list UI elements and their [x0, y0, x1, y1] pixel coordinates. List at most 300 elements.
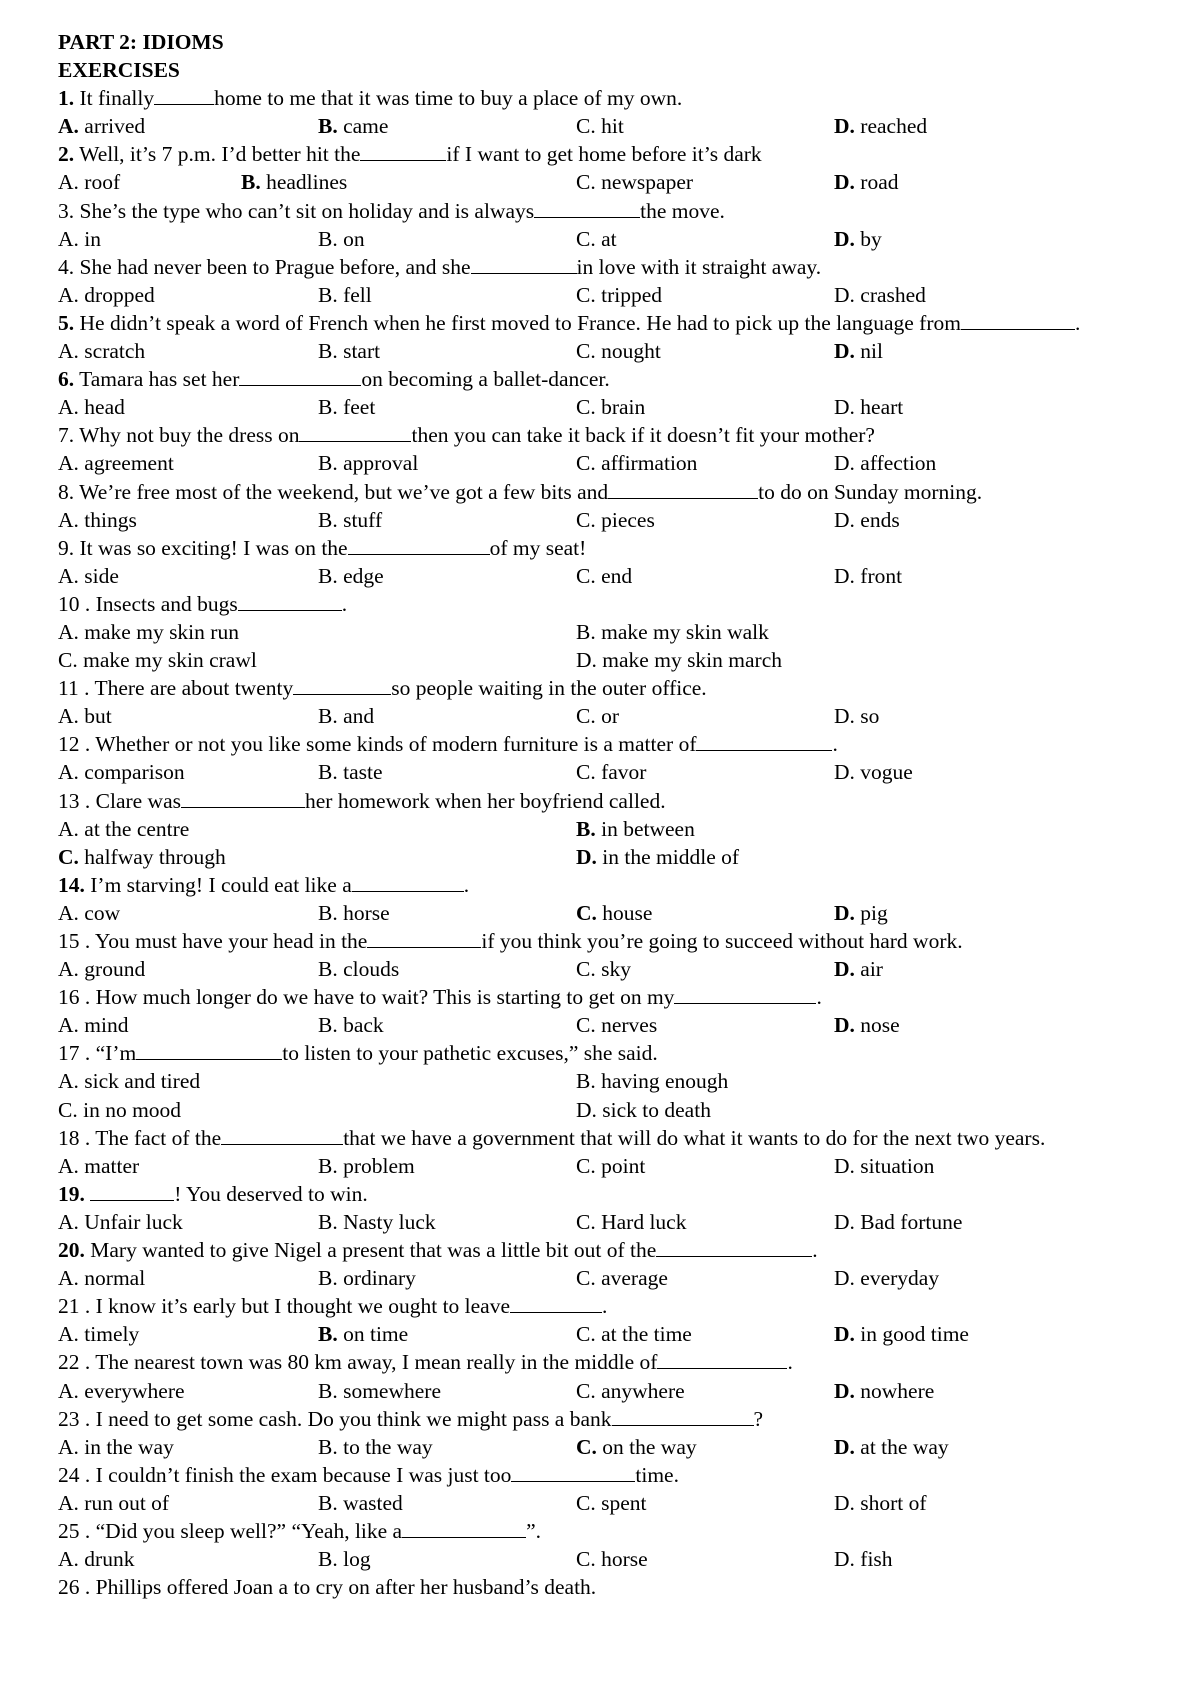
- option-letter: B.: [318, 226, 338, 251]
- options-row: [58, 758, 1150, 786]
- answer-option[interactable]: [58, 562, 119, 590]
- option-letter: A.: [58, 507, 79, 532]
- option-letter: B.: [318, 507, 338, 532]
- option-letter: C.: [58, 844, 79, 869]
- option-letter: C.: [576, 282, 596, 307]
- option-text: but: [84, 704, 112, 729]
- answer-blank[interactable]: [293, 675, 391, 695]
- option-text: end: [601, 563, 633, 588]
- option-text: back: [343, 1013, 384, 1038]
- answer-option[interactable]: [318, 449, 418, 477]
- answer-option[interactable]: [834, 1208, 962, 1236]
- answer-option[interactable]: [576, 1489, 646, 1517]
- answer-option[interactable]: [58, 1152, 139, 1180]
- question-number: 5.: [58, 310, 75, 335]
- answer-option[interactable]: [576, 1096, 711, 1124]
- answer-option[interactable]: [576, 337, 661, 365]
- answer-option[interactable]: [58, 1433, 174, 1461]
- answer-option[interactable]: [834, 758, 913, 786]
- answer-option[interactable]: [834, 955, 883, 983]
- option-letter: C.: [576, 957, 596, 982]
- answer-blank[interactable]: [612, 1406, 754, 1426]
- option-text: at the time: [601, 1322, 692, 1347]
- question-text: Well, it’s 7 p.m. I’d better hit the: [79, 142, 361, 167]
- option-text: on the way: [602, 1434, 697, 1459]
- question-text: . The fact of the: [84, 1125, 222, 1150]
- question-stem: [58, 871, 1150, 899]
- question-number: 23: [58, 1406, 80, 1431]
- answer-option[interactable]: [58, 955, 145, 983]
- option-letter: B.: [576, 1069, 596, 1094]
- answer-option[interactable]: [318, 702, 374, 730]
- answer-blank[interactable]: [471, 254, 577, 274]
- option-letter: D.: [834, 563, 855, 588]
- question-stem: [58, 730, 1150, 758]
- answer-option[interactable]: [318, 1377, 441, 1405]
- question-stem: [58, 1461, 1150, 1489]
- answer-blank[interactable]: [674, 984, 816, 1004]
- question-stem: [58, 84, 1150, 112]
- question-text: . Whether or not you like some kinds of modern furniture is a matter of: [84, 732, 697, 757]
- answer-option[interactable]: [58, 449, 174, 477]
- question-stem: [58, 197, 1150, 225]
- option-text: everyday: [860, 1266, 940, 1291]
- answer-blank[interactable]: [656, 1237, 812, 1257]
- question-text: She had never been to Prague before, and she: [79, 254, 471, 279]
- answer-option[interactable]: [318, 1264, 416, 1292]
- option-letter: A.: [58, 114, 79, 139]
- answer-option[interactable]: [58, 899, 120, 927]
- answer-option[interactable]: [241, 168, 347, 196]
- answer-option[interactable]: [576, 225, 617, 253]
- answer-option[interactable]: [58, 393, 125, 421]
- question-text-after: .: [602, 1294, 608, 1319]
- answer-blank[interactable]: [181, 788, 305, 808]
- answer-option[interactable]: [318, 1545, 371, 1573]
- option-text: ground: [84, 957, 146, 982]
- answer-option[interactable]: [58, 1377, 185, 1405]
- answer-option[interactable]: [834, 1377, 934, 1405]
- answer-option[interactable]: [576, 393, 645, 421]
- answer-option[interactable]: [318, 1489, 403, 1517]
- option-letter: A.: [58, 900, 79, 925]
- answer-option[interactable]: [834, 112, 927, 140]
- option-letter: D.: [834, 957, 855, 982]
- question-stem: [58, 140, 1150, 168]
- option-letter: D.: [576, 1097, 597, 1122]
- question-number: 15: [58, 929, 80, 953]
- option-letter: C.: [576, 1013, 596, 1038]
- question-stem: [58, 1039, 1150, 1067]
- option-letter: B.: [318, 1378, 338, 1403]
- option-letter: C.: [576, 760, 596, 785]
- option-text: scratch: [84, 339, 146, 364]
- question-number: 3.: [58, 198, 75, 223]
- question-number: 22: [58, 1350, 80, 1375]
- answer-option[interactable]: [576, 618, 769, 646]
- question-stem: [58, 1405, 1150, 1433]
- option-letter: A.: [58, 1322, 79, 1347]
- answer-blank[interactable]: [90, 1181, 174, 1201]
- question-text: Why not buy the dress on: [79, 423, 300, 448]
- answer-option[interactable]: [576, 955, 631, 983]
- question-stem: [58, 674, 1150, 702]
- option-letter: B.: [318, 282, 338, 307]
- answer-option[interactable]: [318, 899, 390, 927]
- answer-option[interactable]: [58, 168, 120, 196]
- question-stem: [58, 590, 1150, 618]
- option-text: stuff: [343, 507, 383, 532]
- answer-option[interactable]: [318, 955, 399, 983]
- part-heading: PART 2: IDIOMS: [58, 30, 224, 54]
- answer-option[interactable]: [58, 1545, 134, 1573]
- answer-option[interactable]: [834, 1433, 949, 1461]
- question-text: It was so exciting! I was on the: [79, 535, 348, 560]
- answer-option[interactable]: [318, 337, 380, 365]
- answer-option[interactable]: [318, 506, 382, 534]
- options-row: [58, 1067, 1150, 1095]
- answer-option[interactable]: [318, 393, 375, 421]
- option-letter: C.: [576, 704, 596, 729]
- answer-blank[interactable]: [961, 310, 1075, 330]
- option-letter: B.: [318, 114, 338, 139]
- option-letter: A.: [58, 704, 79, 729]
- option-letter: D.: [834, 114, 855, 139]
- option-letter: C.: [576, 1153, 596, 1178]
- answer-blank[interactable]: [221, 1125, 343, 1145]
- answer-option[interactable]: [576, 815, 695, 843]
- question-stem: [58, 253, 1150, 281]
- question-text: . “Did you sleep well?” “Yeah, like a: [84, 1518, 403, 1543]
- answer-option[interactable]: [576, 702, 619, 730]
- option-letter: A.: [58, 226, 79, 251]
- option-text: nil: [860, 339, 883, 364]
- option-text: normal: [84, 1266, 146, 1291]
- option-text: dropped: [84, 282, 155, 307]
- option-text: on: [343, 226, 365, 251]
- option-letter: D.: [834, 1378, 855, 1403]
- answer-option[interactable]: [318, 1208, 436, 1236]
- answer-option[interactable]: [834, 1489, 927, 1517]
- answer-option[interactable]: [58, 618, 239, 646]
- answer-blank[interactable]: [348, 535, 490, 555]
- option-letter: B.: [318, 1547, 338, 1572]
- option-text: at: [601, 226, 617, 251]
- answer-option[interactable]: [834, 562, 902, 590]
- answer-option[interactable]: [318, 1152, 415, 1180]
- answer-option[interactable]: [834, 1011, 900, 1039]
- option-letter: D.: [834, 1490, 855, 1515]
- option-letter: D.: [834, 1013, 855, 1038]
- answer-blank[interactable]: [239, 366, 361, 386]
- option-letter: C.: [576, 114, 596, 139]
- question-number: 2.: [58, 142, 75, 167]
- option-text: roof: [84, 170, 121, 195]
- option-text: horse: [601, 1547, 648, 1572]
- question-text-after: ! You deserved to win.: [174, 1181, 368, 1206]
- answer-option[interactable]: [58, 337, 145, 365]
- answer-option[interactable]: [318, 758, 383, 786]
- answer-option[interactable]: [576, 449, 697, 477]
- answer-option[interactable]: [834, 337, 883, 365]
- answer-option[interactable]: [576, 1067, 728, 1095]
- option-text: horse: [343, 900, 390, 925]
- options-row: [58, 506, 1150, 534]
- question-stem: [58, 787, 1150, 815]
- answer-option[interactable]: [58, 1489, 169, 1517]
- answer-option[interactable]: [318, 1011, 384, 1039]
- question-text: He didn’t speak a word of French when he first moved to France. He had to pick up the language from: [79, 310, 961, 335]
- answer-option[interactable]: [834, 1545, 893, 1573]
- option-text: average: [601, 1266, 668, 1291]
- answer-blank[interactable]: [608, 479, 758, 499]
- option-letter: A.: [58, 1153, 79, 1178]
- option-letter: B.: [576, 619, 596, 644]
- question-stem: [58, 1124, 1150, 1152]
- answer-option[interactable]: [576, 168, 693, 196]
- answer-option[interactable]: [576, 843, 739, 871]
- option-text: comparison: [84, 760, 185, 785]
- question-stem: [58, 1292, 1150, 1320]
- option-letter: D.: [834, 1266, 855, 1291]
- answer-option[interactable]: [318, 225, 365, 253]
- answer-option[interactable]: [58, 702, 112, 730]
- answer-option[interactable]: [576, 1208, 686, 1236]
- question-text-after: the move.: [640, 198, 725, 223]
- option-letter: B.: [318, 1209, 338, 1234]
- option-letter: D.: [834, 226, 855, 251]
- option-text: nowhere: [860, 1378, 935, 1403]
- answer-option[interactable]: [834, 393, 903, 421]
- option-text: or: [601, 704, 620, 729]
- answer-option[interactable]: [834, 899, 888, 927]
- question-text-after: .: [341, 591, 348, 616]
- answer-option[interactable]: [576, 1320, 692, 1348]
- answer-option[interactable]: [576, 1264, 668, 1292]
- answer-option[interactable]: [834, 225, 882, 253]
- answer-option[interactable]: [834, 281, 926, 309]
- question-text-after: if you think you’re going to succeed without hard work.: [481, 929, 963, 953]
- option-letter: D.: [834, 704, 855, 729]
- option-letter: A.: [58, 1266, 79, 1291]
- option-text: spent: [601, 1490, 647, 1515]
- answer-blank[interactable]: [154, 85, 214, 105]
- answer-option[interactable]: [58, 281, 155, 309]
- answer-option[interactable]: [58, 758, 185, 786]
- answer-blank[interactable]: [360, 141, 446, 161]
- answer-option[interactable]: [58, 1011, 128, 1039]
- answer-option[interactable]: [576, 758, 646, 786]
- answer-option[interactable]: [58, 1320, 139, 1348]
- answer-blank[interactable]: [511, 1462, 635, 1482]
- option-text: make my skin crawl: [83, 648, 257, 673]
- question-text: . Clare was: [84, 788, 181, 813]
- option-text: affirmation: [601, 451, 698, 476]
- question-number: 4.: [58, 254, 75, 279]
- answer-option[interactable]: [318, 562, 384, 590]
- question-text: . Insects and bugs: [84, 591, 238, 616]
- answer-option[interactable]: [318, 1433, 433, 1461]
- options-row: [58, 955, 1150, 983]
- question-number: 12: [58, 732, 80, 757]
- option-letter: A.: [58, 282, 79, 307]
- answer-option[interactable]: [834, 702, 879, 730]
- option-letter: D.: [834, 900, 855, 925]
- answer-blank[interactable]: [238, 591, 342, 611]
- question-text-after: of my seat!: [489, 535, 587, 560]
- answer-option[interactable]: [834, 1320, 969, 1348]
- option-text: reached: [860, 114, 928, 139]
- answer-option[interactable]: [318, 112, 388, 140]
- option-text: in good time: [860, 1322, 969, 1347]
- option-letter: B.: [318, 1153, 338, 1178]
- answer-blank[interactable]: [352, 872, 464, 892]
- answer-option[interactable]: [576, 646, 782, 674]
- answer-option[interactable]: [576, 112, 624, 140]
- answer-option[interactable]: [318, 281, 372, 309]
- option-letter: A.: [58, 1490, 79, 1515]
- answer-option[interactable]: [58, 1264, 145, 1292]
- option-letter: B.: [318, 760, 338, 785]
- options-row: [58, 1264, 1150, 1292]
- answer-blank[interactable]: [402, 1518, 526, 1538]
- options-row: [58, 1433, 1150, 1461]
- answer-blank[interactable]: [657, 1349, 787, 1369]
- answer-option[interactable]: [58, 843, 226, 871]
- option-text: fish: [860, 1547, 893, 1572]
- option-text: in the middle of: [602, 844, 740, 869]
- options-row: [58, 168, 1150, 196]
- options-row: [58, 843, 1150, 871]
- answer-option[interactable]: [576, 281, 662, 309]
- answer-blank[interactable]: [136, 1040, 282, 1060]
- answer-option[interactable]: [576, 506, 655, 534]
- option-text: nought: [601, 339, 661, 364]
- option-text: sick to death: [602, 1097, 711, 1122]
- question-text-after: on becoming a ballet-dancer.: [361, 367, 610, 392]
- option-text: heart: [860, 395, 904, 420]
- option-text: ends: [860, 507, 900, 532]
- question-text: We’re free most of the weekend, but we’ve got a few bits and: [79, 479, 609, 504]
- option-letter: A.: [58, 1209, 79, 1234]
- options-row: [58, 449, 1150, 477]
- question-text: Mary wanted to give Nigel a present that was a little bit out of the: [90, 1238, 657, 1263]
- options-row: [58, 1320, 1150, 1348]
- answer-option[interactable]: [58, 1208, 183, 1236]
- answer-option[interactable]: [576, 1377, 685, 1405]
- answer-option[interactable]: [576, 1011, 657, 1039]
- question-text: . I know it’s early but I thought we ought to leave: [84, 1294, 511, 1319]
- answer-option[interactable]: [834, 168, 898, 196]
- question-number: 25: [58, 1518, 80, 1543]
- question-list: [58, 84, 1150, 1601]
- option-letter: C.: [58, 648, 78, 673]
- option-text: sky: [601, 957, 631, 982]
- option-text: problem: [343, 1153, 415, 1178]
- question-number: 19.: [58, 1181, 85, 1206]
- question-stem: [58, 983, 1150, 1011]
- question-stem: [58, 1236, 1150, 1264]
- option-text: matter: [84, 1153, 140, 1178]
- option-text: side: [84, 563, 119, 588]
- answer-option[interactable]: [58, 506, 137, 534]
- option-text: tripped: [601, 282, 662, 307]
- options-row: [58, 899, 1150, 927]
- question-text-after: .: [816, 985, 822, 1010]
- option-letter: D.: [834, 282, 855, 307]
- question-number: 7.: [58, 423, 75, 448]
- option-text: log: [343, 1547, 371, 1572]
- options-row: [58, 1208, 1150, 1236]
- answer-option[interactable]: [58, 1067, 200, 1095]
- option-text: so: [860, 704, 880, 729]
- option-text: hit: [601, 114, 624, 139]
- question-text: I’m starving! I could eat like a: [90, 872, 352, 897]
- option-text: edge: [343, 563, 384, 588]
- answer-option[interactable]: [834, 1264, 939, 1292]
- option-text: agreement: [84, 451, 174, 476]
- option-text: cow: [84, 900, 121, 925]
- answer-option[interactable]: [58, 112, 145, 140]
- options-row: [58, 1545, 1150, 1573]
- answer-option[interactable]: [58, 225, 101, 253]
- option-text: point: [601, 1153, 646, 1178]
- question-text-after: time.: [635, 1462, 679, 1487]
- answer-option[interactable]: [576, 899, 652, 927]
- option-letter: B.: [576, 816, 596, 841]
- option-text: taste: [343, 760, 383, 785]
- option-letter: C.: [576, 1378, 596, 1403]
- answer-option[interactable]: [834, 1152, 934, 1180]
- question-text-after: .: [1074, 310, 1081, 335]
- answer-option[interactable]: [834, 506, 900, 534]
- answer-option[interactable]: [58, 1096, 181, 1124]
- question-text-after: so people waiting in the outer office.: [391, 676, 707, 701]
- option-letter: C.: [576, 507, 596, 532]
- option-letter: C.: [576, 1209, 596, 1234]
- option-letter: A.: [58, 563, 79, 588]
- option-letter: D.: [834, 760, 855, 785]
- answer-option[interactable]: [576, 562, 632, 590]
- option-text: short of: [860, 1490, 927, 1515]
- option-text: by: [860, 226, 882, 251]
- options-row: [58, 1011, 1150, 1039]
- answer-option[interactable]: [834, 449, 936, 477]
- answer-blank[interactable]: [510, 1293, 602, 1313]
- answer-option[interactable]: [58, 646, 257, 674]
- option-text: make my skin walk: [601, 619, 769, 644]
- question-stem: [58, 1348, 1150, 1376]
- answer-option[interactable]: [58, 815, 189, 843]
- question-text: It finally: [79, 86, 155, 111]
- answer-blank[interactable]: [367, 928, 481, 948]
- answer-option[interactable]: [576, 1152, 645, 1180]
- answer-blank[interactable]: [534, 198, 640, 218]
- answer-option[interactable]: [576, 1545, 648, 1573]
- question-number: 17: [58, 1041, 80, 1066]
- answer-blank[interactable]: [696, 731, 832, 751]
- question-number: 16: [58, 985, 80, 1010]
- answer-option[interactable]: [318, 1320, 408, 1348]
- option-text: house: [602, 900, 653, 925]
- option-text: halfway through: [84, 844, 226, 869]
- answer-option[interactable]: [576, 1433, 697, 1461]
- answer-blank[interactable]: [299, 422, 411, 442]
- question-number: 18: [58, 1125, 80, 1150]
- option-text: anywhere: [601, 1378, 685, 1403]
- options-row: [58, 112, 1150, 140]
- question-text-after: .: [812, 1238, 818, 1263]
